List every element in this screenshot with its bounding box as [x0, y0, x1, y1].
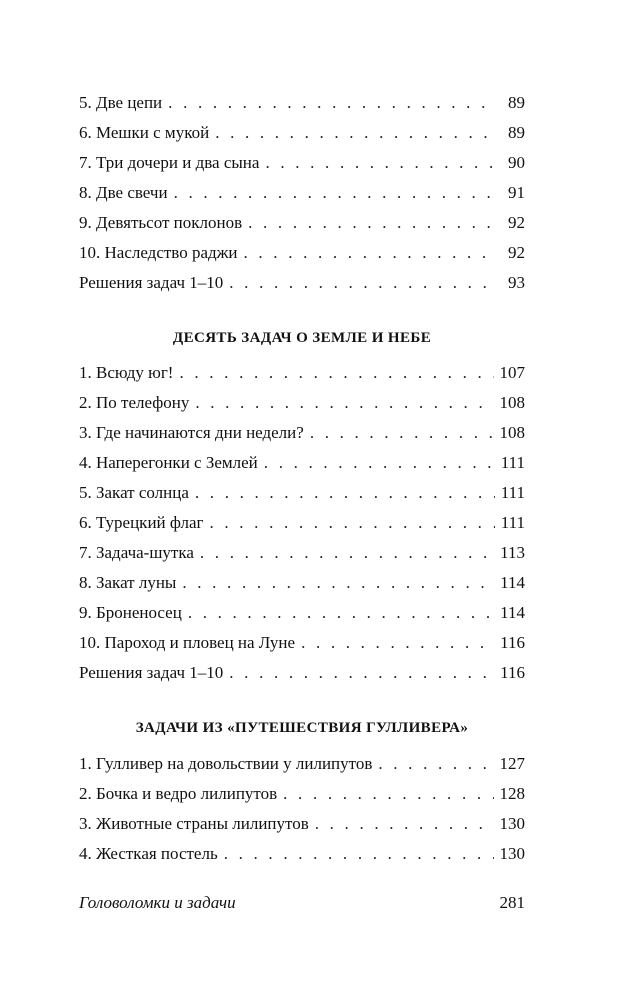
toc-entry-title: 6. Мешки с мукой [79, 123, 210, 142]
toc-entry [79, 658, 525, 688]
toc-entry-title: 10. Пароход и пловец на Луне [79, 633, 296, 652]
toc-entry-title: 7. Задача-шутка [79, 543, 194, 562]
toc-entry [79, 238, 525, 268]
toc-entry [79, 208, 525, 238]
toc-leader-dots [315, 809, 494, 839]
toc-entry-page: 113 [500, 543, 525, 562]
section-heading-earth-sky: ДЕСЯТЬ ЗАДАЧ О ЗЕМЛЕ И НЕБЕ [172, 330, 432, 346]
toc-entry [79, 178, 525, 208]
toc-entry [79, 809, 525, 839]
toc-section-3 [79, 749, 525, 869]
toc-entry [79, 779, 525, 809]
toc-entry-title: 1. Всюду юг! [79, 363, 174, 382]
toc-leader-dots [195, 388, 493, 418]
toc-leader-dots [244, 238, 498, 268]
toc-entry [79, 118, 525, 148]
toc-entry-title: 1. Гулливер на довольствии у лилипутов [79, 754, 373, 773]
page-number: 281 [499, 893, 525, 912]
toc-entry-page: 89 [508, 123, 525, 142]
toc-entry-title: Решения задач 1–10 [79, 273, 224, 292]
toc-entry [79, 508, 525, 538]
toc-entry [79, 749, 525, 779]
toc-section-2 [79, 358, 525, 688]
toc-entry-page: 116 [500, 633, 525, 652]
toc-entry-page: 111 [500, 513, 525, 532]
toc-leader-dots [215, 118, 497, 148]
toc-entry-page: 92 [508, 213, 525, 232]
toc-entry-page: 108 [499, 393, 525, 412]
toc-entry-title: 4. Наперегонки с Землей [79, 453, 258, 472]
running-footer-title: Головоломки и задачи [79, 893, 236, 912]
toc-entry-page: 108 [499, 423, 525, 442]
toc-leader-dots [195, 478, 495, 508]
toc-leader-dots [182, 568, 494, 598]
toc-entry [79, 418, 525, 448]
toc-entry-title: 3. Где начинаются дни недели? [79, 423, 304, 442]
toc-entry [79, 628, 525, 658]
toc-leader-dots [301, 628, 494, 658]
toc-entry-page: 89 [508, 93, 525, 112]
toc-entry-title: 4. Жесткая постель [79, 844, 218, 863]
toc-entry-title: 10. Наследство раджи [79, 243, 238, 262]
toc-section-1 [79, 88, 525, 298]
toc-entry-page: 116 [500, 663, 525, 682]
toc-entry-page: 128 [499, 784, 525, 803]
toc-entry-page: 93 [508, 273, 525, 292]
toc-entry-page: 91 [508, 183, 525, 202]
toc-entry-title: 8. Две свечи [79, 183, 168, 202]
toc-leader-dots [209, 508, 494, 538]
toc-entry-title: 5. Две цепи [79, 93, 163, 112]
toc-leader-dots [229, 658, 494, 688]
toc-entry [79, 538, 525, 568]
toc-leader-dots [248, 208, 497, 238]
toc-leader-dots [188, 598, 494, 628]
toc-leader-dots [200, 538, 494, 568]
toc-entry [79, 568, 525, 598]
toc-entry [79, 478, 525, 508]
toc-entry-page: 127 [499, 754, 525, 773]
toc-leader-dots [179, 358, 493, 388]
toc-entry [79, 839, 525, 869]
toc-entry [79, 358, 525, 388]
toc-leader-dots [283, 779, 493, 809]
toc-leader-dots [264, 448, 495, 478]
toc-leader-dots [378, 749, 493, 779]
toc-entry-title: 9. Девятьсот поклонов [79, 213, 243, 232]
toc-entry-page: 114 [500, 573, 525, 592]
toc-entry-page: 90 [508, 153, 525, 172]
toc-leader-dots [310, 418, 494, 448]
toc-entry [79, 148, 525, 178]
toc-entry-page: 92 [508, 243, 525, 262]
toc-entry-page: 111 [500, 483, 525, 502]
toc-entry-title: 5. Закат солнца [79, 483, 189, 502]
toc-entry-page: 114 [500, 603, 525, 622]
toc-entry-page: 130 [499, 844, 525, 863]
toc-entry-title: 9. Броненосец [79, 603, 182, 622]
toc-entry-title: 7. Три дочери и два сына [79, 153, 260, 172]
toc-leader-dots [265, 148, 497, 178]
toc-entry-page: 111 [500, 453, 525, 472]
toc-entry-title: 6. Турецкий флаг [79, 513, 204, 532]
toc-entry [79, 598, 525, 628]
toc-entry-title: 8. Закат луны [79, 573, 177, 592]
toc-entry [79, 88, 525, 118]
toc-leader-dots [229, 268, 497, 298]
section-heading-gulliver: ЗАДАЧИ ИЗ «ПУТЕШЕСТВИЯ ГУЛЛИВЕРА» [135, 720, 469, 736]
toc-entry-page: 107 [499, 363, 525, 382]
page-footer [79, 893, 525, 913]
toc-entry [79, 268, 525, 298]
toc-leader-dots [168, 88, 497, 118]
toc-entry-title: 2. Бочка и ведро лилипутов [79, 784, 278, 803]
toc-entry-page: 130 [499, 814, 525, 833]
toc-page [79, 0, 525, 1000]
toc-leader-dots [174, 178, 497, 208]
toc-entry-title: 3. Животные страны лилипутов [79, 814, 309, 833]
toc-leader-dots [224, 839, 494, 869]
toc-entry [79, 388, 525, 418]
toc-entry [79, 448, 525, 478]
toc-entry-title: 2. По телефону [79, 393, 190, 412]
toc-entry-title: Решения задач 1–10 [79, 663, 224, 682]
